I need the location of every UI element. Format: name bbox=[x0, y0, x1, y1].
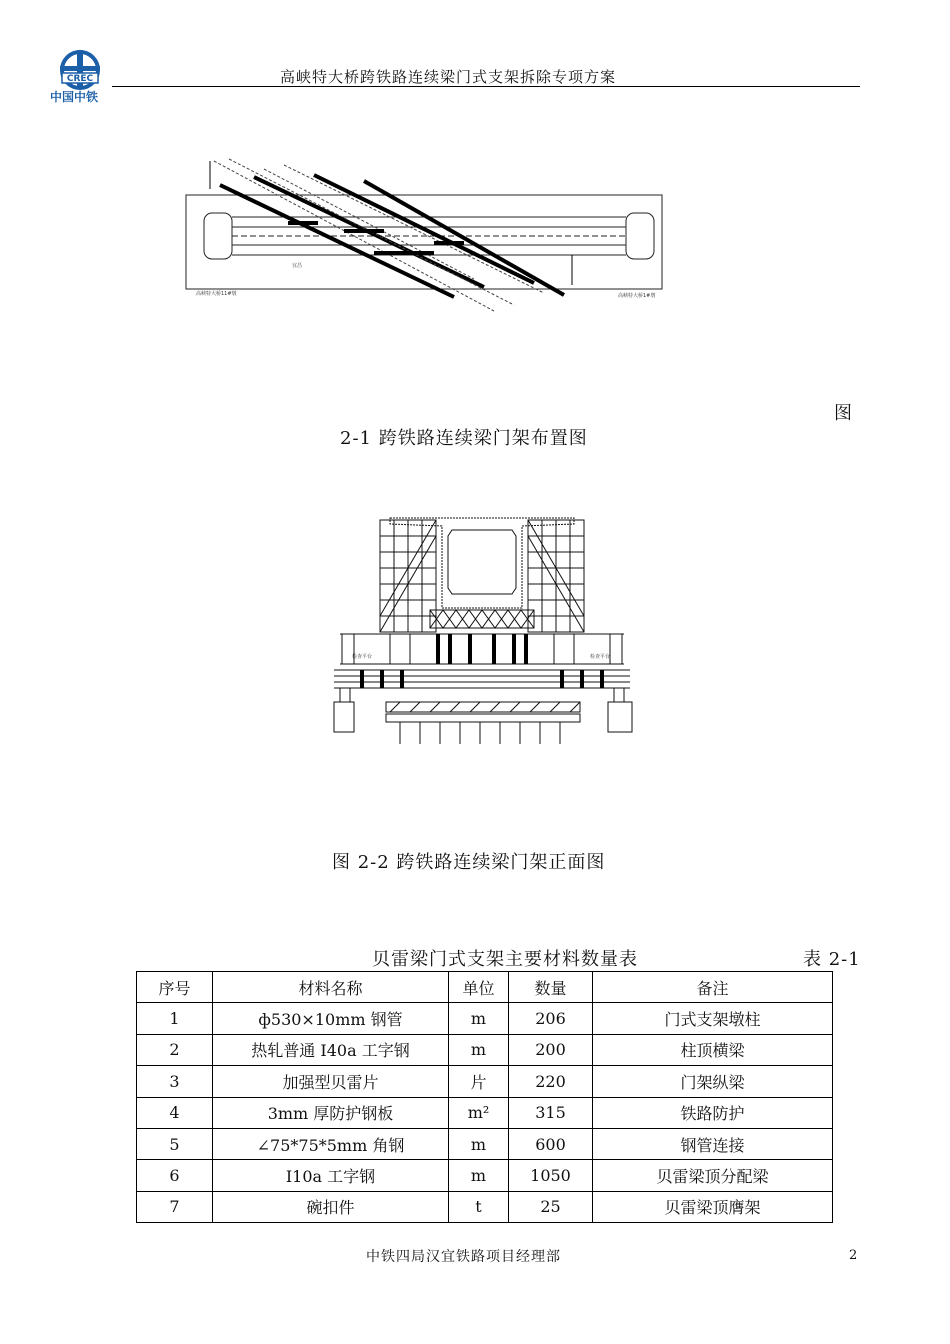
table-cell: m² bbox=[449, 1097, 509, 1128]
figure-2-2-caption: 图 2-2 跨铁路连续梁门架正面图 bbox=[332, 852, 606, 873]
table-header-row bbox=[137, 972, 833, 1003]
logo-text: 中国中铁 bbox=[50, 90, 99, 104]
figure-2-1-caption: 2-1 跨铁路连续梁门架布置图 bbox=[340, 428, 588, 449]
table-cell: 5 bbox=[137, 1128, 213, 1159]
header-cell: 序号 bbox=[137, 972, 213, 1003]
table-cell: 钢管连接 bbox=[593, 1128, 833, 1159]
materials-table bbox=[136, 971, 833, 1223]
table-row bbox=[137, 1003, 833, 1034]
header-title: 高峡特大桥跨铁路连续梁门式支架拆除专项方案 bbox=[280, 68, 617, 86]
table-cell: ф530×10mm 钢管 bbox=[213, 1003, 449, 1034]
table-cell: 600 bbox=[509, 1128, 593, 1159]
table-cell: 220 bbox=[509, 1066, 593, 1097]
table-row bbox=[137, 1128, 833, 1159]
header-cell: 单位 bbox=[449, 972, 509, 1003]
table-cell: 门式支架墩柱 bbox=[593, 1003, 833, 1034]
fig2-label-left: 检查平台 bbox=[352, 654, 373, 660]
fig1-label-center: 宜昌 bbox=[292, 263, 303, 269]
table-cell: 315 bbox=[509, 1097, 593, 1128]
table-title: 贝雷梁门式支架主要材料数量表 bbox=[372, 949, 638, 970]
table-cell: 2 bbox=[137, 1034, 213, 1065]
table-row bbox=[137, 1191, 833, 1222]
table-cell: m bbox=[449, 1034, 509, 1065]
fig2-label-right: 检查平台 bbox=[590, 654, 611, 660]
table-cell: 4 bbox=[137, 1097, 213, 1128]
table-cell: I10a 工字钢 bbox=[213, 1160, 449, 1191]
table-cell: 3 bbox=[137, 1066, 213, 1097]
table-cell: 片 bbox=[449, 1066, 509, 1097]
header-cell: 数量 bbox=[509, 972, 593, 1003]
table-cell: 206 bbox=[509, 1003, 593, 1034]
table-cell: ∠75*75*5mm 角钢 bbox=[213, 1128, 449, 1159]
table-row bbox=[137, 1034, 833, 1065]
page-number: 2 bbox=[849, 1248, 858, 1263]
table-number: 表 2-1 bbox=[803, 949, 861, 970]
table-cell: 1 bbox=[137, 1003, 213, 1034]
table-cell: 1050 bbox=[509, 1160, 593, 1191]
header-cell: 备注 bbox=[593, 972, 833, 1003]
footer-org: 中铁四局汉宜铁路项目经理部 bbox=[366, 1249, 561, 1265]
table-cell: 贝雷梁顶分配梁 bbox=[593, 1160, 833, 1191]
table-cell: 加强型贝雷片 bbox=[213, 1066, 449, 1097]
table-row bbox=[137, 1066, 833, 1097]
table-cell: m bbox=[449, 1003, 509, 1034]
table-cell: m bbox=[449, 1160, 509, 1191]
fig1-label-right: 高峡特大桥1#墩 bbox=[618, 293, 656, 299]
table-cell: 柱顶横梁 bbox=[593, 1034, 833, 1065]
table-cell: t bbox=[449, 1191, 509, 1222]
table-row bbox=[137, 1160, 833, 1191]
table-cell: 3mm 厚防护钢板 bbox=[213, 1097, 449, 1128]
table-cell: 25 bbox=[509, 1191, 593, 1222]
figure-2-2-elevation-drawing bbox=[330, 512, 634, 746]
table-cell: 碗扣件 bbox=[213, 1191, 449, 1222]
logo-mark: CREC bbox=[66, 74, 94, 84]
header-rule bbox=[112, 86, 860, 87]
table-cell: 贝雷梁顶膺架 bbox=[593, 1191, 833, 1222]
figure-2-1-caption-prefix: 图 bbox=[834, 403, 852, 424]
table-cell: m bbox=[449, 1128, 509, 1159]
table-cell: 7 bbox=[137, 1191, 213, 1222]
table-cell: 门架纵梁 bbox=[593, 1066, 833, 1097]
table-cell: 铁路防护 bbox=[593, 1097, 833, 1128]
fig1-label-left: 高峡特大桥11#墩 bbox=[196, 291, 237, 297]
header-cell: 材料名称 bbox=[213, 972, 449, 1003]
table-cell: 热轧普通 I40a 工字钢 bbox=[213, 1034, 449, 1065]
table-cell: 6 bbox=[137, 1160, 213, 1191]
table-row bbox=[137, 1097, 833, 1128]
table-cell: 200 bbox=[509, 1034, 593, 1065]
figure-2-1-layout-drawing bbox=[184, 155, 664, 323]
